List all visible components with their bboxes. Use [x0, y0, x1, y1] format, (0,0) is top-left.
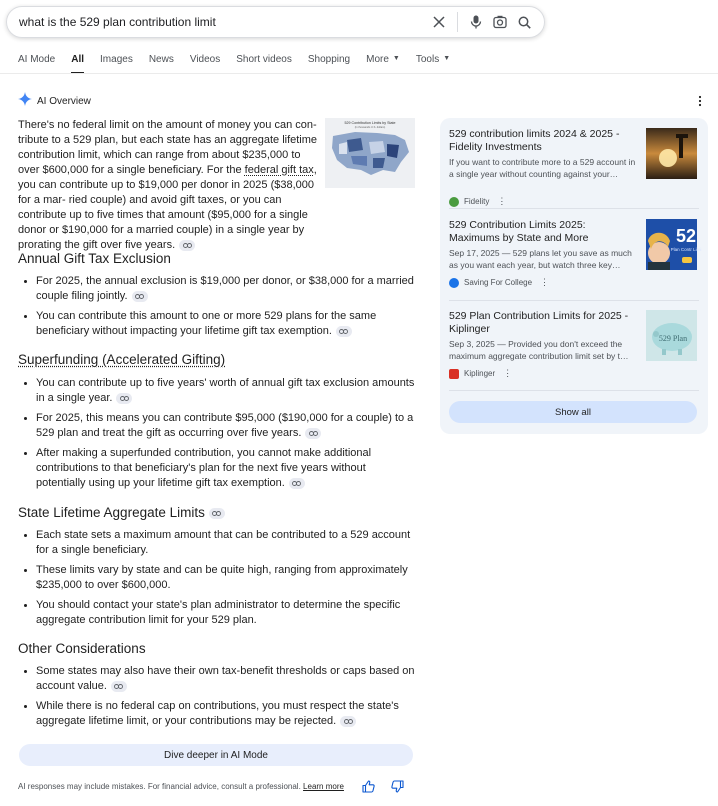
source-site: Kiplinger ⋮ [449, 368, 511, 379]
map-title: 529 Contribution Limits by State [344, 121, 396, 125]
ai-overview-label: AI Overview [37, 96, 91, 107]
tabs-divider [0, 73, 718, 74]
sources-panel [440, 118, 708, 434]
search-tabs [18, 50, 466, 74]
thumbnail-caption: Plan Contr Limi [670, 247, 702, 252]
section-heading-state-limits: State Lifetime Aggregate Limits [18, 505, 225, 520]
list-item: For 2025, the annual exclusion is $19,000 per donor, or $38,000 for a married couple filing jointly. [18, 274, 418, 304]
citation-link-icon[interactable] [336, 326, 352, 337]
search-divider [457, 12, 458, 32]
list-item: These limits vary by state and can be quite high, ranging from approximately $235,000 to over $600,000. [18, 563, 418, 593]
section-heading-annual-gift-tax: Annual Gift Tax Exclusion [18, 251, 171, 266]
citation-link-icon[interactable] [116, 393, 132, 404]
fidelity-favicon-icon [449, 197, 459, 207]
caret-down-icon: ▼ [443, 55, 451, 62]
learn-more-link[interactable]: Learn more [303, 782, 344, 791]
source-site: Fidelity ⋮ [449, 196, 505, 207]
citation-link-icon[interactable] [305, 428, 321, 439]
list-item: Some states may also have their own tax-benefit thresholds or caps based on account value. [18, 664, 418, 694]
card-divider [449, 300, 699, 301]
tab-short-videos[interactable]: Short videos [236, 54, 292, 65]
state-limits-map-thumbnail[interactable] [325, 118, 415, 188]
more-options-icon[interactable] [697, 94, 703, 112]
lens-camera-icon[interactable] [488, 10, 512, 34]
card-divider [449, 390, 699, 391]
tab-shopping[interactable]: Shopping [307, 54, 351, 65]
source-title[interactable]: 529 Plan Contribution Limits for 2025 - Kiplinger [449, 310, 629, 335]
list-item: You can contribute up to five years' worth of annual gift tax exclusion amounts in a single year. [18, 376, 418, 406]
microphone-icon[interactable] [464, 10, 488, 34]
source-thumbnail[interactable] [646, 128, 697, 179]
search-icon[interactable] [512, 10, 536, 34]
ai-disclaimer: AI responses may include mistakes. For financial advice, consult a professional. Learn more [18, 782, 344, 791]
dive-deeper-button[interactable]: Dive deeper in AI Mode [19, 744, 413, 766]
section-heading-superfunding: Superfunding (Accelerated Gifting) [18, 352, 226, 367]
list-item: For 2025, this means you can contribute $95,000 ($190,000 for a couple) to a 529 plan and treat the gift as occurring over five years. [18, 411, 418, 441]
list-item: Each state sets a maximum amount that can be contributed to a 529 account for a single beneficiary. [18, 528, 418, 558]
intro-paragraph: There's no federal limit on the amount of money you can con- tribute to a 529 plan, but each state has an aggregate lifetime contribution limit, which can range from about $235,000 to over $600,000 for a single beneficiary. For the federal gift tax, you can contribute up to $19,000 per donor in 2025 ($38,000 for a mar- ried couple) and avoid gift taxes, or you can contribute up to five times that amount ($95,000 for a single donor or $190,000 for a married couple) in a single year by prorating the gift over five years. [18, 119, 318, 251]
tab-images[interactable]: Images [100, 54, 133, 65]
source-thumbnail[interactable] [646, 219, 702, 270]
section-heading-other-considerations: Other Considerations [18, 641, 146, 656]
source-title[interactable]: 529 Contribution Limits 2025: Maximums by State and More [449, 219, 589, 244]
more-options-icon[interactable]: ⋮ [497, 196, 506, 206]
citation-link-icon[interactable] [340, 716, 356, 727]
source-snippet: Sep 17, 2025 — 529 plans let you save as much as you want each year, but watch three key… [449, 248, 632, 270]
thumbnail-caption: 529 Plan [658, 334, 688, 343]
citation-link-icon[interactable] [209, 508, 225, 519]
list-item: You can contribute this amount to one or more 529 plans for the same beneficiary without impacting your lifetime gift tax exemption. [18, 309, 418, 339]
card-divider [449, 208, 699, 209]
ai-overview-header [18, 92, 91, 111]
source-title[interactable]: 529 contribution limits 2024 & 2025 - Fidelity Investments [449, 128, 620, 153]
citation-link-icon[interactable] [111, 681, 127, 692]
tab-more[interactable]: More ▼ [366, 54, 400, 65]
search-box[interactable] [6, 6, 545, 38]
thumbs-down-icon[interactable] [391, 780, 404, 798]
list-item: After making a superfunded contribution, you cannot make additional contributions to that beneficiary's plan for the next five years without potentially using up your lifetime gift tax exemption. [18, 446, 418, 491]
tab-ai-mode[interactable]: AI Mode [18, 54, 56, 65]
tab-all[interactable]: All [71, 50, 84, 74]
federal-gift-tax-link[interactable]: federal gift tax [244, 164, 314, 176]
thumbnail-number: 52 [675, 226, 697, 246]
source-site: Saving For College ⋮ [449, 277, 548, 288]
citation-link-icon[interactable] [132, 291, 148, 302]
map-subtitle: (in thousands U.S. dollars) [354, 126, 386, 129]
more-options-icon[interactable]: ⋮ [503, 368, 512, 378]
search-input[interactable]: what is the 529 plan contribution limit [19, 15, 216, 29]
list-item: You should contact your state's plan administrator to determine the specific aggregate contribution limit for your 529 plan. [18, 598, 418, 628]
tab-tools[interactable]: Tools ▼ [415, 54, 451, 65]
source-snippet: If you want to contribute more to a 529 account in a single year without counting against your… [449, 157, 636, 179]
show-all-button[interactable]: Show all [449, 401, 697, 423]
caret-down-icon: ▼ [392, 55, 400, 62]
thumbs-up-icon[interactable] [362, 780, 375, 798]
more-options-icon[interactable]: ⋮ [540, 277, 549, 287]
savingforcollege-favicon-icon [449, 278, 459, 288]
source-thumbnail[interactable] [646, 310, 697, 361]
tab-news[interactable]: News [148, 54, 174, 65]
source-snippet: Sep 3, 2025 — Provided you don't exceed the maximum aggregate contribution limit set by t… [449, 339, 629, 361]
citation-link-icon[interactable] [289, 478, 305, 489]
clear-icon[interactable] [427, 10, 451, 34]
list-item: While there is no federal cap on contributions, you must respect the state's aggregate lifetime limit, or your contributions may be rejected. [18, 699, 418, 729]
kiplinger-favicon-icon [449, 369, 459, 379]
citation-link-icon[interactable] [179, 240, 195, 251]
gemini-sparkle-icon [18, 92, 32, 111]
tab-videos[interactable]: Videos [189, 54, 221, 65]
